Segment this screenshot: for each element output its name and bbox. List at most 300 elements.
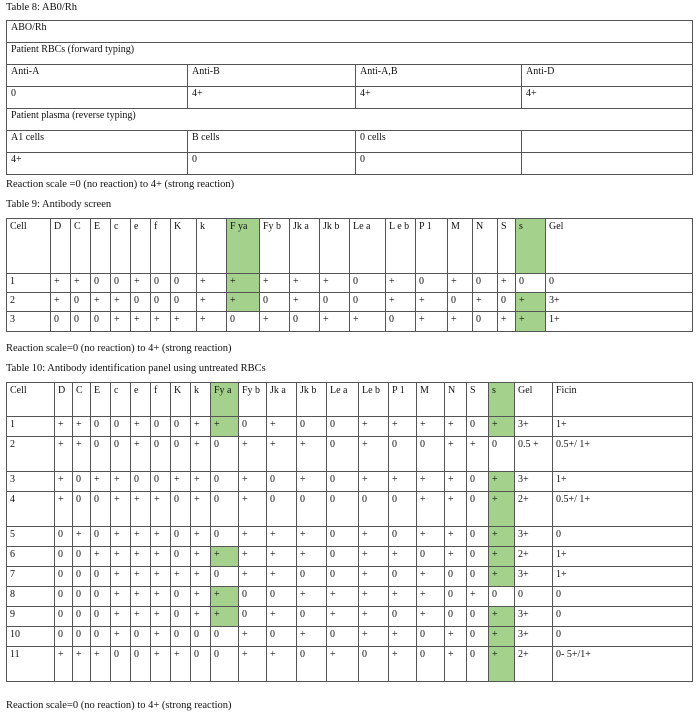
reaction-cell: 3+	[546, 293, 693, 312]
reaction-cell: 0	[445, 607, 467, 627]
reaction-cell: 0	[73, 627, 91, 647]
cell-id: 1	[7, 417, 55, 437]
reaction-cell: +	[386, 293, 416, 312]
forward-value: 0	[7, 87, 188, 109]
reaction-cell: 0	[91, 527, 111, 547]
reaction-cell: +	[359, 437, 389, 472]
column-header: N	[445, 383, 467, 417]
reaction-cell: 0	[473, 274, 498, 293]
reaction-cell: +	[516, 312, 546, 332]
reaction-cell: 0	[389, 567, 417, 587]
reaction-cell: +	[498, 274, 516, 293]
reaction-cell: 0	[171, 417, 191, 437]
reaction-cell: +	[191, 587, 211, 607]
reaction-cell: 0	[51, 312, 71, 332]
reaction-cell: +	[448, 274, 473, 293]
reaction-cell: +	[327, 587, 359, 607]
reaction-cell: 0	[553, 627, 693, 647]
forward-header: Anti-A	[7, 65, 188, 87]
reaction-cell: +	[473, 293, 498, 312]
reaction-cell: 0	[55, 627, 73, 647]
reaction-cell: +	[239, 567, 267, 587]
reaction-cell: +	[55, 437, 73, 472]
reaction-cell: +	[320, 312, 350, 332]
reaction-cell: 0	[91, 587, 111, 607]
reaction-cell: +	[389, 417, 417, 437]
reaction-cell: +	[91, 293, 111, 312]
reaction-cell: +	[297, 437, 327, 472]
reaction-cell: +	[151, 492, 171, 527]
reaction-cell: 0	[211, 527, 239, 547]
reaction-cell: +	[91, 472, 111, 492]
antibody-identification-table	[6, 382, 693, 682]
reaction-cell: 0	[297, 492, 327, 527]
reaction-cell: +	[71, 274, 91, 293]
reaction-cell: 1+	[553, 472, 693, 492]
reaction-cell: 0	[151, 274, 171, 293]
reaction-cell: 0	[553, 527, 693, 547]
reaction-cell: 0	[55, 527, 73, 547]
table-row	[7, 587, 693, 607]
reaction-cell: 0	[467, 607, 489, 627]
reaction-cell: +	[445, 472, 467, 492]
reaction-cell: +	[171, 312, 197, 332]
table-row	[7, 437, 693, 472]
reaction-cell: 3+	[515, 527, 553, 547]
reaction-cell: +	[111, 627, 131, 647]
column-header: f	[151, 383, 171, 417]
reaction-cell: +	[297, 627, 327, 647]
reaction-cell: +	[445, 547, 467, 567]
reaction-cell: 0	[91, 417, 111, 437]
reaction-cell: 0	[327, 472, 359, 492]
reaction-cell: 0	[171, 627, 191, 647]
reaction-cell: 0.5 +	[515, 437, 553, 472]
column-header: Ficin	[553, 383, 693, 417]
reaction-cell: 0	[320, 293, 350, 312]
reaction-cell: 0	[171, 274, 197, 293]
column-header: k	[197, 219, 227, 274]
cell-id: 3	[7, 312, 51, 332]
reaction-cell: 0	[73, 587, 91, 607]
reaction-cell: +	[267, 567, 297, 587]
reaction-cell: 0	[227, 312, 260, 332]
column-header: s	[516, 219, 546, 274]
reaction-cell: +	[191, 607, 211, 627]
reaction-cell: 0	[91, 607, 111, 627]
reaction-cell: +	[389, 547, 417, 567]
reaction-cell: +	[389, 647, 417, 682]
table8-note: Reaction scale =0 (no reaction) to 4+ (strong reaction)	[6, 179, 235, 190]
reaction-cell: +	[227, 293, 260, 312]
reaction-cell: +	[290, 274, 320, 293]
reaction-cell: 0	[467, 627, 489, 647]
reaction-cell: 0	[359, 647, 389, 682]
reaction-cell: 0	[445, 567, 467, 587]
reaction-cell: 2+	[515, 647, 553, 682]
forward-typing-label: Patient RBCs (forward typing)	[7, 43, 693, 65]
column-header: Le b	[359, 383, 389, 417]
reaction-cell: 0	[111, 647, 131, 682]
reaction-cell: +	[239, 547, 267, 567]
reaction-cell: +	[51, 293, 71, 312]
column-header: Fy b	[239, 383, 267, 417]
reaction-cell: +	[91, 647, 111, 682]
column-header: P 1	[416, 219, 448, 274]
reaction-cell: +	[389, 472, 417, 492]
reaction-cell: +	[489, 607, 515, 627]
reaction-cell: +	[197, 274, 227, 293]
table8-title: ABO/Rh	[7, 21, 693, 43]
reaction-cell: +	[55, 472, 73, 492]
reaction-cell: 0	[91, 492, 111, 527]
reaction-cell: 0	[239, 587, 267, 607]
reaction-cell: +	[350, 312, 386, 332]
reaction-cell: +	[297, 472, 327, 492]
reaction-cell: +	[239, 437, 267, 472]
table10-note: Reaction scale=0 (no reaction) to 4+ (strong reaction)	[6, 700, 232, 711]
reaction-cell: 0	[131, 472, 151, 492]
reaction-cell: +	[111, 492, 131, 527]
reaction-cell: 0	[55, 607, 73, 627]
reaction-cell: 0	[553, 587, 693, 607]
reaction-cell: 0	[417, 647, 445, 682]
reaction-cell: 0	[55, 547, 73, 567]
reaction-cell: +	[267, 437, 297, 472]
reaction-cell: 0	[389, 492, 417, 527]
column-header: D	[55, 383, 73, 417]
reaction-cell: +	[327, 607, 359, 627]
reaction-cell: 0	[389, 437, 417, 472]
reaction-cell: 0	[73, 472, 91, 492]
reaction-cell: 2+	[515, 492, 553, 527]
column-header: K	[171, 219, 197, 274]
reaction-cell: +	[489, 472, 515, 492]
reaction-cell: 0	[297, 417, 327, 437]
reaction-cell: +	[171, 567, 191, 587]
reaction-cell: +	[55, 647, 73, 682]
reaction-cell: +	[297, 547, 327, 567]
reaction-cell: 1+	[553, 547, 693, 567]
forward-value: 4+	[522, 87, 693, 109]
antibody-screen-table	[6, 218, 693, 332]
reaction-cell: 0	[211, 437, 239, 472]
reaction-cell: 0	[417, 627, 445, 647]
reaction-cell: 0	[239, 607, 267, 627]
reaction-cell: +	[489, 647, 515, 682]
reaction-cell: +	[131, 607, 151, 627]
cell-id: 2	[7, 293, 51, 312]
forward-header: Anti-D	[522, 65, 693, 87]
reaction-cell: 0	[73, 607, 91, 627]
reaction-cell: 0	[111, 437, 131, 472]
table-row	[7, 607, 693, 627]
table8-caption: Table 8: AB0/Rh	[6, 2, 78, 13]
reaction-cell: 0	[386, 312, 416, 332]
reaction-cell: +	[191, 567, 211, 587]
reaction-cell: +	[191, 492, 211, 527]
reverse-typing-label: Patient plasma (reverse typing)	[7, 109, 693, 131]
reaction-cell: +	[131, 587, 151, 607]
reaction-cell: +	[445, 492, 467, 527]
reaction-cell: 0	[327, 567, 359, 587]
reaction-cell: +	[239, 492, 267, 527]
reaction-cell: +	[498, 312, 516, 332]
reaction-cell: +	[320, 274, 350, 293]
reaction-cell: 0	[171, 527, 191, 547]
reaction-cell: 3+	[515, 607, 553, 627]
reaction-cell: 0	[489, 437, 515, 472]
reverse-header: B cells	[188, 131, 356, 153]
reaction-cell: +	[359, 472, 389, 492]
reaction-cell: +	[151, 607, 171, 627]
column-header: c	[111, 219, 131, 274]
reaction-cell: +	[211, 607, 239, 627]
reaction-cell: +	[359, 627, 389, 647]
abo-rh-table	[6, 20, 693, 175]
cell-id: 4	[7, 492, 55, 527]
reaction-cell: 0	[211, 567, 239, 587]
reaction-cell: +	[359, 567, 389, 587]
column-header: k	[191, 383, 211, 417]
column-header: L e b	[386, 219, 416, 274]
reaction-cell: 0	[131, 627, 151, 647]
reaction-cell: +	[489, 527, 515, 547]
reaction-cell: 0	[297, 567, 327, 587]
table-row	[7, 627, 693, 647]
reaction-cell: 0	[290, 312, 320, 332]
reaction-cell: 0.5+/ 1+	[553, 437, 693, 472]
reaction-cell: 0	[151, 437, 171, 472]
reaction-cell: 0	[267, 587, 297, 607]
reaction-cell: +	[417, 417, 445, 437]
reaction-cell: +	[359, 417, 389, 437]
reaction-cell: +	[73, 647, 91, 682]
reaction-cell: +	[417, 527, 445, 547]
reaction-cell: +	[73, 527, 91, 547]
reaction-cell: +	[417, 472, 445, 492]
reaction-cell: +	[489, 492, 515, 527]
column-header: f	[151, 219, 171, 274]
reaction-cell: 0	[445, 587, 467, 607]
reaction-cell: +	[151, 312, 171, 332]
reaction-cell: +	[516, 293, 546, 312]
table-row	[7, 492, 693, 527]
reaction-cell: 0	[171, 587, 191, 607]
column-header: Le a	[350, 219, 386, 274]
reverse-header: 0 cells	[356, 131, 522, 153]
reaction-cell: 1+	[553, 567, 693, 587]
reaction-cell: 0	[350, 293, 386, 312]
column-header: E	[91, 219, 111, 274]
column-header: F ya	[227, 219, 260, 274]
table-row	[7, 647, 693, 682]
reaction-cell: 0	[131, 293, 151, 312]
reaction-cell: +	[131, 567, 151, 587]
reaction-cell: 0	[546, 274, 693, 293]
reaction-cell: 0	[191, 627, 211, 647]
column-header: M	[417, 383, 445, 417]
reaction-cell: 0	[416, 274, 448, 293]
reaction-cell: 0	[151, 293, 171, 312]
column-header: C	[73, 383, 91, 417]
reaction-cell: +	[111, 527, 131, 547]
reverse-value: 0	[188, 153, 356, 175]
reaction-cell: 0	[71, 312, 91, 332]
reaction-cell: +	[416, 312, 448, 332]
column-header: Jk a	[267, 383, 297, 417]
reaction-cell: 0.5+/ 1+	[553, 492, 693, 527]
reaction-cell: 0	[327, 547, 359, 567]
reaction-cell: 0	[55, 567, 73, 587]
column-header: Le a	[327, 383, 359, 417]
reaction-cell: 0	[171, 293, 197, 312]
table-row	[7, 274, 693, 293]
reaction-cell: 0	[131, 647, 151, 682]
reaction-cell: 0	[71, 293, 91, 312]
reaction-cell: 0	[553, 607, 693, 627]
reaction-cell: 0	[111, 417, 131, 437]
table9-caption: Table 9: Antibody screen	[6, 199, 112, 210]
reaction-cell: 0	[171, 547, 191, 567]
reaction-cell: +	[467, 587, 489, 607]
reaction-cell: 0	[91, 437, 111, 472]
reaction-cell: +	[297, 527, 327, 547]
reaction-cell: +	[131, 312, 151, 332]
reaction-cell: +	[111, 607, 131, 627]
reaction-cell: +	[267, 647, 297, 682]
reaction-cell: 0	[267, 472, 297, 492]
reaction-cell: 0	[467, 472, 489, 492]
reaction-cell: 0	[467, 492, 489, 527]
reaction-cell: +	[445, 417, 467, 437]
column-header: N	[473, 219, 498, 274]
reaction-cell: 0	[448, 293, 473, 312]
reaction-cell: 0	[327, 492, 359, 527]
table-row	[7, 547, 693, 567]
reaction-cell: +	[131, 527, 151, 547]
reaction-cell: +	[151, 627, 171, 647]
reaction-cell: 0	[297, 647, 327, 682]
reaction-cell: 0	[359, 492, 389, 527]
reaction-cell: +	[489, 567, 515, 587]
reaction-cell: +	[131, 547, 151, 567]
reaction-cell: +	[267, 417, 297, 437]
reaction-cell: 0	[267, 492, 297, 527]
table-row	[7, 527, 693, 547]
reaction-cell: +	[239, 647, 267, 682]
reaction-cell: 0	[260, 293, 290, 312]
table-row	[7, 417, 693, 437]
column-header: M	[448, 219, 473, 274]
reaction-cell: +	[445, 627, 467, 647]
reaction-cell: +	[73, 437, 91, 472]
cell-id: 9	[7, 607, 55, 627]
reaction-cell: +	[171, 647, 191, 682]
reaction-cell: +	[359, 547, 389, 567]
reaction-cell: +	[227, 274, 260, 293]
reaction-cell: +	[239, 527, 267, 547]
reaction-cell: +	[489, 547, 515, 567]
column-header: Jk b	[320, 219, 350, 274]
reaction-cell: +	[151, 587, 171, 607]
reaction-cell: 0- 5+/1+	[553, 647, 693, 682]
reaction-cell: 0	[489, 587, 515, 607]
reaction-cell: +	[417, 567, 445, 587]
reaction-cell: 3+	[515, 417, 553, 437]
reaction-cell: +	[211, 587, 239, 607]
reaction-cell: 0	[467, 547, 489, 567]
reaction-cell: +	[467, 437, 489, 472]
reaction-cell: +	[239, 627, 267, 647]
reverse-value: 0	[356, 153, 522, 175]
reaction-cell: +	[489, 627, 515, 647]
reaction-cell: +	[111, 567, 131, 587]
reaction-cell: 0	[473, 312, 498, 332]
reaction-cell: 0	[91, 274, 111, 293]
reaction-cell: 0	[55, 587, 73, 607]
table10-caption: Table 10: Antibody identification panel using untreated RBCs	[6, 363, 266, 374]
reaction-cell: 0	[211, 492, 239, 527]
reaction-cell: 0	[389, 527, 417, 547]
reaction-cell: +	[389, 627, 417, 647]
reaction-cell: +	[267, 607, 297, 627]
reaction-cell: 0	[239, 417, 267, 437]
reaction-cell: 0	[171, 437, 191, 472]
forward-value: 4+	[356, 87, 522, 109]
reaction-cell: 0	[516, 274, 546, 293]
reaction-cell: 0	[515, 587, 553, 607]
reaction-cell: +	[297, 587, 327, 607]
column-header: Gel	[546, 219, 693, 274]
reaction-cell: 0	[211, 647, 239, 682]
column-header: Gel	[515, 383, 553, 417]
reaction-cell: +	[151, 547, 171, 567]
reaction-cell: 0	[350, 274, 386, 293]
reaction-cell: +	[191, 437, 211, 472]
reaction-cell: 0	[151, 472, 171, 492]
reaction-cell: 0	[111, 274, 131, 293]
reaction-cell: 0	[417, 437, 445, 472]
forward-header: Anti-A,B	[356, 65, 522, 87]
reaction-cell: +	[211, 547, 239, 567]
reverse-value	[522, 153, 693, 175]
reaction-cell: 0	[211, 472, 239, 492]
reaction-cell: +	[239, 472, 267, 492]
reaction-cell: 0	[467, 647, 489, 682]
reaction-cell: 0	[191, 647, 211, 682]
reaction-cell: +	[211, 417, 239, 437]
reaction-cell: +	[445, 527, 467, 547]
reverse-header	[522, 131, 693, 153]
reaction-cell: +	[151, 647, 171, 682]
reaction-cell: +	[416, 293, 448, 312]
reaction-cell: 0	[171, 492, 191, 527]
table-row	[7, 293, 693, 312]
reaction-cell: +	[111, 312, 131, 332]
column-header: c	[111, 383, 131, 417]
reaction-cell: +	[191, 417, 211, 437]
reaction-cell: 0	[171, 607, 191, 627]
reaction-cell: +	[111, 293, 131, 312]
reaction-cell: 0	[327, 627, 359, 647]
column-header: E	[91, 383, 111, 417]
reaction-cell: +	[327, 647, 359, 682]
reaction-cell: +	[267, 527, 297, 547]
column-header: K	[171, 383, 191, 417]
reaction-cell: 0	[389, 607, 417, 627]
column-header: S	[498, 219, 516, 274]
